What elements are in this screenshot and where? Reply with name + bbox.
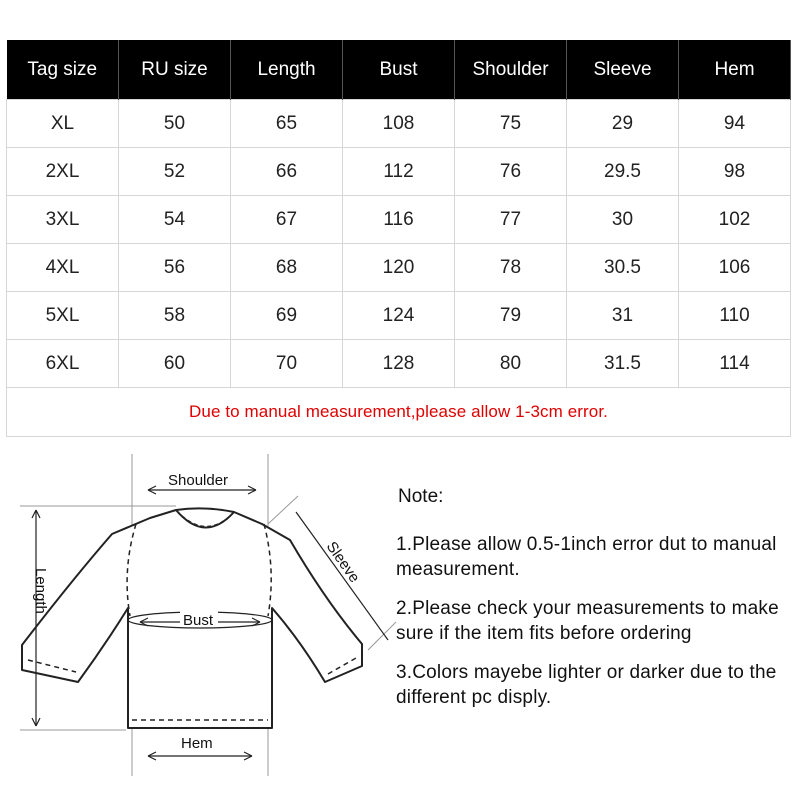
table-cell: 29 bbox=[567, 100, 679, 148]
header-hem: Hem bbox=[679, 40, 791, 100]
table-cell: 78 bbox=[455, 244, 567, 292]
table-cell: 30 bbox=[567, 196, 679, 244]
size-chart-table bbox=[6, 40, 791, 437]
table-cell: 4XL bbox=[7, 244, 119, 292]
sleeve-label: Sleeve bbox=[322, 538, 363, 586]
table-cell: 56 bbox=[119, 244, 231, 292]
table-cell: 120 bbox=[343, 244, 455, 292]
table-row bbox=[7, 196, 791, 244]
table-cell: 66 bbox=[231, 148, 343, 196]
table-cell: XL bbox=[7, 100, 119, 148]
table-cell: 77 bbox=[455, 196, 567, 244]
table-row bbox=[7, 292, 791, 340]
measurement-error-note: Due to manual measurement,please allow 1-3cm error. bbox=[7, 388, 791, 437]
table-cell: 94 bbox=[679, 100, 791, 148]
table-cell: 3XL bbox=[7, 196, 119, 244]
table-note-row bbox=[7, 388, 791, 437]
header-shoulder: Shoulder bbox=[455, 40, 567, 100]
table-cell: 75 bbox=[455, 100, 567, 148]
table-cell: 76 bbox=[455, 148, 567, 196]
table-cell: 5XL bbox=[7, 292, 119, 340]
hem-label: Hem bbox=[181, 735, 213, 752]
bust-label: Bust bbox=[183, 612, 214, 629]
note-item-3: 3.Colors mayebe lighter or darker due to the different pc disply. bbox=[396, 662, 777, 708]
table-cell: 60 bbox=[119, 340, 231, 388]
header-ru-size: RU size bbox=[119, 40, 231, 100]
table-cell: 52 bbox=[119, 148, 231, 196]
table-cell: 106 bbox=[679, 244, 791, 292]
table-cell: 116 bbox=[343, 196, 455, 244]
table-cell: 31.5 bbox=[567, 340, 679, 388]
garment-measurement-diagram bbox=[0, 440, 400, 800]
header-bust: Bust bbox=[343, 40, 455, 100]
notes-title: Note: bbox=[398, 486, 444, 507]
table-row bbox=[7, 148, 791, 196]
header-tag-size: Tag size bbox=[7, 40, 119, 100]
sweater-diagram-svg bbox=[0, 440, 400, 800]
table-cell: 80 bbox=[455, 340, 567, 388]
table-cell: 65 bbox=[231, 100, 343, 148]
sleeve-guide-end bbox=[368, 622, 396, 650]
notes-section bbox=[396, 486, 796, 724]
table-row bbox=[7, 340, 791, 388]
table-cell: 30.5 bbox=[567, 244, 679, 292]
header-length: Length bbox=[231, 40, 343, 100]
table-row bbox=[7, 244, 791, 292]
table-cell: 79 bbox=[455, 292, 567, 340]
table-cell: 50 bbox=[119, 100, 231, 148]
table-cell: 114 bbox=[679, 340, 791, 388]
shoulder-label: Shoulder bbox=[168, 472, 229, 489]
note-item-2: 2.Please check your measurements to make sure if the item fits before ordering bbox=[396, 598, 779, 644]
table-cell: 54 bbox=[119, 196, 231, 244]
table-cell: 112 bbox=[343, 148, 455, 196]
table-cell: 29.5 bbox=[567, 148, 679, 196]
table-row bbox=[7, 100, 791, 148]
table-cell: 110 bbox=[679, 292, 791, 340]
table-cell: 124 bbox=[343, 292, 455, 340]
table-cell: 67 bbox=[231, 196, 343, 244]
table-cell: 58 bbox=[119, 292, 231, 340]
table-cell: 31 bbox=[567, 292, 679, 340]
length-label: Length bbox=[32, 568, 49, 614]
table-cell: 128 bbox=[343, 340, 455, 388]
note-item-1: 1.Please allow 0.5-1inch error dut to manual measurement. bbox=[396, 534, 777, 580]
table-cell: 6XL bbox=[7, 340, 119, 388]
table-cell: 69 bbox=[231, 292, 343, 340]
table-cell: 2XL bbox=[7, 148, 119, 196]
table-cell: 98 bbox=[679, 148, 791, 196]
table-cell: 108 bbox=[343, 100, 455, 148]
table-cell: 70 bbox=[231, 340, 343, 388]
sleeve-guide bbox=[268, 496, 298, 524]
table-cell: 68 bbox=[231, 244, 343, 292]
header-sleeve: Sleeve bbox=[567, 40, 679, 100]
table-header-row bbox=[7, 40, 791, 100]
table-cell: 102 bbox=[679, 196, 791, 244]
